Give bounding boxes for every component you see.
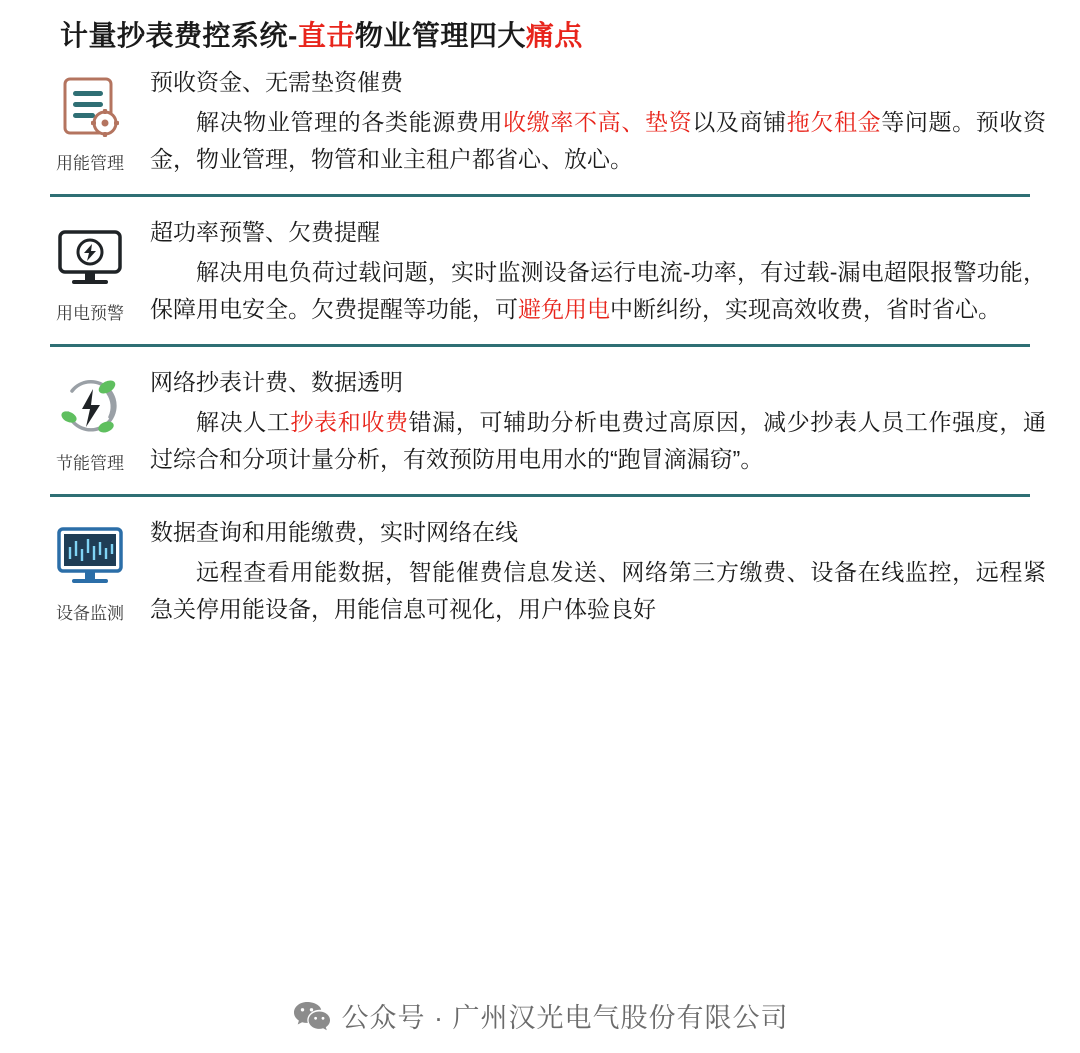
feature-icon-caption: 节能管理 <box>56 454 124 474</box>
body-seg: 等问题。预收资金，物业管理，物管和业主租户都省心、放心。 <box>150 108 1047 172</box>
feature-row <box>30 203 1050 334</box>
feature-body <box>150 554 1046 629</box>
body-seg: 错漏，可辅助分析电费过高原因，减少抄表人员工作强度，通过综合和分项计量分析，有效预防用电用水的“跑冒滴漏窃”。 <box>150 408 1047 472</box>
feature-heading: 预收资金、无需垫资催费 <box>150 69 403 96</box>
title-part-3: 物业管理四大 <box>354 20 526 51</box>
feature-body <box>150 104 1046 179</box>
title-part-2-highlight: 直击 <box>297 20 355 51</box>
feature-heading: 网络抄表计费、数据透明 <box>150 369 403 396</box>
wechat-icon <box>292 999 332 1033</box>
page-title <box>60 16 1050 55</box>
feature-icon-column <box>30 365 150 474</box>
feature-icon-caption: 设备监测 <box>56 604 124 624</box>
feature-text-column <box>150 215 1050 328</box>
feature-text-column <box>150 365 1050 478</box>
feature-icon-caption: 用电预警 <box>56 304 124 324</box>
title-part-4-highlight: 痛点 <box>525 20 583 51</box>
body-seg-highlight: 避免用电 <box>518 295 610 322</box>
feature-icon-column <box>30 65 150 174</box>
body-seg: 解决物业管理的各类能源费用 <box>196 108 504 135</box>
feature-icon-caption: 用能管理 <box>56 154 124 174</box>
document-gear-icon <box>51 73 129 143</box>
feature-body <box>150 404 1046 479</box>
footer <box>0 996 1080 1035</box>
body-seg-highlight: 抄表和收费 <box>290 408 409 435</box>
section-divider <box>50 344 1030 347</box>
feature-text-column <box>150 515 1050 628</box>
body-seg: 解决人工 <box>196 408 291 435</box>
section-divider <box>50 494 1030 497</box>
feature-row <box>30 61 1050 184</box>
eco-energy-leaf-icon <box>51 373 129 443</box>
title-part-1: 计量抄表费控系统- <box>60 20 298 51</box>
body-seg: 以及商铺 <box>692 108 787 135</box>
feature-heading: 超功率预警、欠费提醒 <box>150 219 380 246</box>
monitor-chart-icon <box>51 523 129 593</box>
monitor-lightning-icon <box>51 223 129 293</box>
footer-text: 公众号 · 广州汉光电气股份有限公司 <box>341 1003 789 1033</box>
feature-row <box>30 353 1050 484</box>
poster-page <box>0 16 1080 1053</box>
body-seg: 解决用电负荷过载问题，实时监测设备运行电流-功率，有过载-漏电超限报警功能，保障用电安全。欠费提醒等功能，可 <box>150 258 1046 322</box>
feature-row <box>30 503 1050 634</box>
feature-icon-column <box>30 515 150 624</box>
body-seg: 中断纠纷，实现高效收费，省时省心。 <box>610 295 1001 322</box>
feature-icon-column <box>30 215 150 324</box>
feature-body <box>150 254 1046 329</box>
body-seg: 远程查看用能数据，智能催费信息发送、网络第三方缴费、设备在线监控，远程紧急关停用能设备，用能信息可视化，用户体验良好 <box>150 558 1046 622</box>
feature-text-column <box>150 65 1050 178</box>
body-seg-highlight: 收缴率不高、垫资 <box>503 108 693 135</box>
section-divider <box>50 194 1030 197</box>
body-seg-highlight: 拖欠租金 <box>786 108 882 135</box>
feature-heading: 数据查询和用能缴费，实时网络在线 <box>150 519 518 546</box>
